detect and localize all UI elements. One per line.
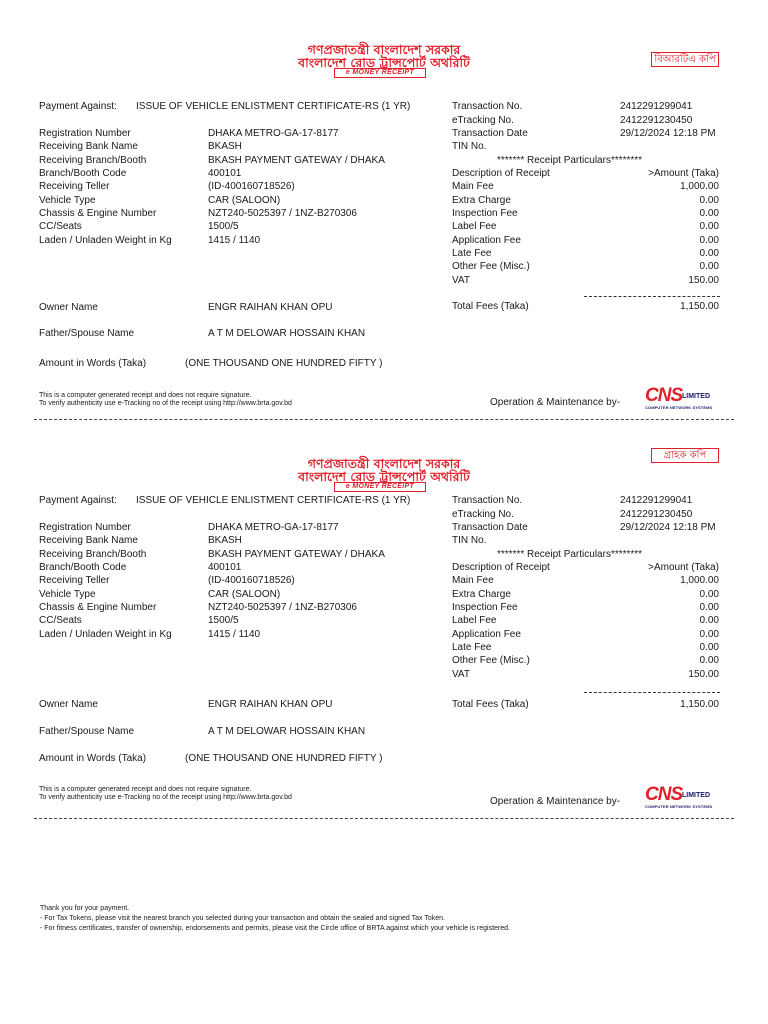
fee-amount: 150.00 [688,275,719,286]
receipt-customer-copy [0,420,768,820]
total-divider [584,692,720,693]
fee-label: Other Fee (Misc.) [452,261,530,272]
field-value: 1500/5 [208,615,239,626]
fee-amount: 0.00 [699,589,719,600]
field-label: Vehicle Type [39,195,96,206]
field-label: Laden / Unladen Weight in Kg [39,629,172,640]
fee-amount: 0.00 [699,629,719,640]
cns-logo [645,786,713,810]
father-name-value: A T M DELOWAR HOSSAIN KHAN [208,328,366,339]
transaction-label: Transaction Date [452,522,528,533]
fee-label: Main Fee [452,575,494,586]
owner-name-value: ENGR RAIHAN KHAN OPU [208,302,333,313]
transaction-value: 2412291230450 [620,115,693,126]
fee-label: Main Fee [452,181,494,192]
field-value: 1415 / 1140 [208,629,261,640]
fee-label: Extra Charge [452,589,511,600]
field-value: CAR (SALOON) [208,589,281,600]
transaction-value: 29/12/2024 12:18 PM [620,128,716,139]
field-label: Branch/Booth Code [39,168,127,179]
fee-amount: 0.00 [699,248,719,259]
transaction-label: eTracking No. [452,509,514,520]
amount-words-value: (ONE THOUSAND ONE HUNDRED FIFTY ) [185,753,383,764]
e-money-receipt-label: e MONEY RECEIPT [334,482,426,492]
field-label: Receiving Teller [39,181,110,192]
fee-label: Application Fee [452,629,521,640]
cns-logo-mark: CNS [645,385,683,406]
amount-words-label: Amount in Words (Taka) [39,753,147,764]
field-label: CC/Seats [39,221,82,232]
cns-logo-limited: LIMITED [682,393,710,400]
field-label: Registration Number [39,522,131,533]
payment-against-value: ISSUE OF VEHICLE ENLISTMENT CERTIFICATE-RS (1 YR) [136,495,411,506]
footer-thanks: Thank you for your payment. [40,905,130,912]
transaction-label: eTracking No. [452,115,514,126]
transaction-label: TIN No. [452,141,487,152]
field-label: Chassis & Engine Number [39,602,157,613]
field-label: Vehicle Type [39,589,96,600]
field-label: Registration Number [39,128,131,139]
field-value: 1500/5 [208,221,239,232]
cns-logo-mark: CNS [645,784,683,805]
government-name: গণপ্রজাতন্ত্রী বাংলাদেশ সরকার [307,42,461,57]
fee-amount: 0.00 [699,655,719,666]
field-value: (ID-400160718526) [208,181,295,192]
field-value: CAR (SALOON) [208,195,281,206]
copy-badge: গ্রাহক কপি [651,448,719,463]
field-label: Receiving Bank Name [39,141,138,152]
father-name-label: Father/Spouse Name [39,328,135,339]
fee-label: Late Fee [452,248,492,259]
field-label: CC/Seats [39,615,82,626]
fee-amount: 0.00 [699,208,719,219]
fee-amount: 0.00 [699,195,719,206]
operation-maintenance-text: Operation & Maintenance by- [490,397,621,408]
field-value: BKASH [208,535,242,546]
payment-against-value: ISSUE OF VEHICLE ENLISTMENT CERTIFICATE-RS (1 YR) [136,101,411,112]
particulars-amount-label: >Amount (Taka) [648,562,719,573]
father-name-value: A T M DELOWAR HOSSAIN KHAN [208,726,366,737]
computer-generated-note: This is a computer generated receipt and does not require signature. [39,392,252,399]
transaction-value: 2412291299041 [620,495,693,506]
field-value: 1415 / 1140 [208,235,261,246]
copy-badge: বিআরটিএ কপি [651,52,719,67]
fee-amount: 1,000.00 [680,575,719,586]
receipt-brta-copy [0,0,768,420]
fee-amount: 0.00 [699,261,719,272]
field-value: 400101 [208,168,242,179]
amount-words-value: (ONE THOUSAND ONE HUNDRED FIFTY ) [185,358,383,369]
fee-amount: 0.00 [699,615,719,626]
cns-logo [645,387,713,411]
footer-fitness-note: - For fitness certificates, transfer of ownership, endorsements and permits, please visit the Circle office of BRTA against which your vehicle is registered. [40,925,510,932]
footer-tax-token-note: - For Tax Tokens, please visit the nearest branch you selected during your transaction and obtain the sealed and signed Tax Token. [40,915,445,922]
amount-words-label: Amount in Words (Taka) [39,358,147,369]
field-label: Receiving Teller [39,575,110,586]
particulars-description-label: Description of Receipt [452,168,550,179]
verify-note: To verify authenticity use e-Tracking no of the receipt using http://www.brta.gov.bd [39,794,292,801]
particulars-amount-label: >Amount (Taka) [648,168,719,179]
fee-label: Extra Charge [452,195,511,206]
field-value: (ID-400160718526) [208,575,295,586]
government-name: গণপ্রজাতন্ত্রী বাংলাদেশ সরকার [307,456,461,471]
fee-label: VAT [452,669,470,680]
payment-against-label: Payment Against: [39,495,117,506]
fee-label: VAT [452,275,470,286]
fee-amount: 0.00 [699,235,719,246]
fee-amount: 0.00 [699,642,719,653]
field-value: NZT240-5025397 / 1NZ-B270306 [208,208,357,219]
particulars-heading: ******* Receipt Particulars******** [497,155,643,166]
transaction-label: Transaction No. [452,495,523,506]
field-label: Receiving Branch/Booth [39,155,147,166]
fee-label: Label Fee [452,615,497,626]
fee-label: Other Fee (Misc.) [452,655,530,666]
field-value: 400101 [208,562,242,573]
cns-logo-limited: LIMITED [682,792,710,799]
fee-amount: 1,000.00 [680,181,719,192]
total-fees-amount: 1,150.00 [680,699,719,710]
field-label: Branch/Booth Code [39,562,127,573]
transaction-label: TIN No. [452,535,487,546]
transaction-value: 2412291299041 [620,101,693,112]
field-label: Receiving Branch/Booth [39,549,147,560]
computer-generated-note: This is a computer generated receipt and does not require signature. [39,786,252,793]
authority-name: বাংলাদেশ রোড ট্রান্সপোর্ট অথরিটি [298,55,470,70]
fee-label: Inspection Fee [452,602,518,613]
owner-name-label: Owner Name [39,699,98,710]
father-name-label: Father/Spouse Name [39,726,135,737]
fee-label: Application Fee [452,235,521,246]
cut-line [34,818,734,819]
field-label: Laden / Unladen Weight in Kg [39,235,172,246]
fee-label: Inspection Fee [452,208,518,219]
field-value: BKASH PAYMENT GATEWAY / DHAKA [208,549,385,560]
field-value: DHAKA METRO-GA-17-8177 [208,128,339,139]
fee-label: Late Fee [452,642,492,653]
total-fees-label: Total Fees (Taka) [452,699,529,710]
owner-name-label: Owner Name [39,302,98,313]
particulars-heading: ******* Receipt Particulars******** [497,549,643,560]
fee-amount: 0.00 [699,602,719,613]
field-value: DHAKA METRO-GA-17-8177 [208,522,339,533]
field-label: Receiving Bank Name [39,535,138,546]
fee-label: Label Fee [452,221,497,232]
particulars-description-label: Description of Receipt [452,562,550,573]
field-value: NZT240-5025397 / 1NZ-B270306 [208,602,357,613]
verify-note: To verify authenticity use e-Tracking no of the receipt using http://www.brta.gov.bd [39,400,292,407]
transaction-value: 2412291230450 [620,509,693,520]
transaction-label: Transaction Date [452,128,528,139]
fee-amount: 0.00 [699,221,719,232]
authority-name: বাংলাদেশ রোড ট্রান্সপোর্ট অথরিটি [298,469,470,484]
transaction-label: Transaction No. [452,101,523,112]
cns-logo-tagline: COMPUTER NETWORK SYSTEMS [645,405,713,410]
e-money-receipt-label: e MONEY RECEIPT [334,68,426,78]
total-divider [584,296,720,297]
cns-logo-tagline: COMPUTER NETWORK SYSTEMS [645,804,713,809]
transaction-value: 29/12/2024 12:18 PM [620,522,716,533]
payment-against-label: Payment Against: [39,101,117,112]
operation-maintenance-text: Operation & Maintenance by- [490,796,621,807]
total-fees-label: Total Fees (Taka) [452,301,529,312]
field-label: Chassis & Engine Number [39,208,157,219]
total-fees-amount: 1,150.00 [680,301,719,312]
owner-name-value: ENGR RAIHAN KHAN OPU [208,699,333,710]
field-value: BKASH PAYMENT GATEWAY / DHAKA [208,155,385,166]
field-value: BKASH [208,141,242,152]
fee-amount: 150.00 [688,669,719,680]
